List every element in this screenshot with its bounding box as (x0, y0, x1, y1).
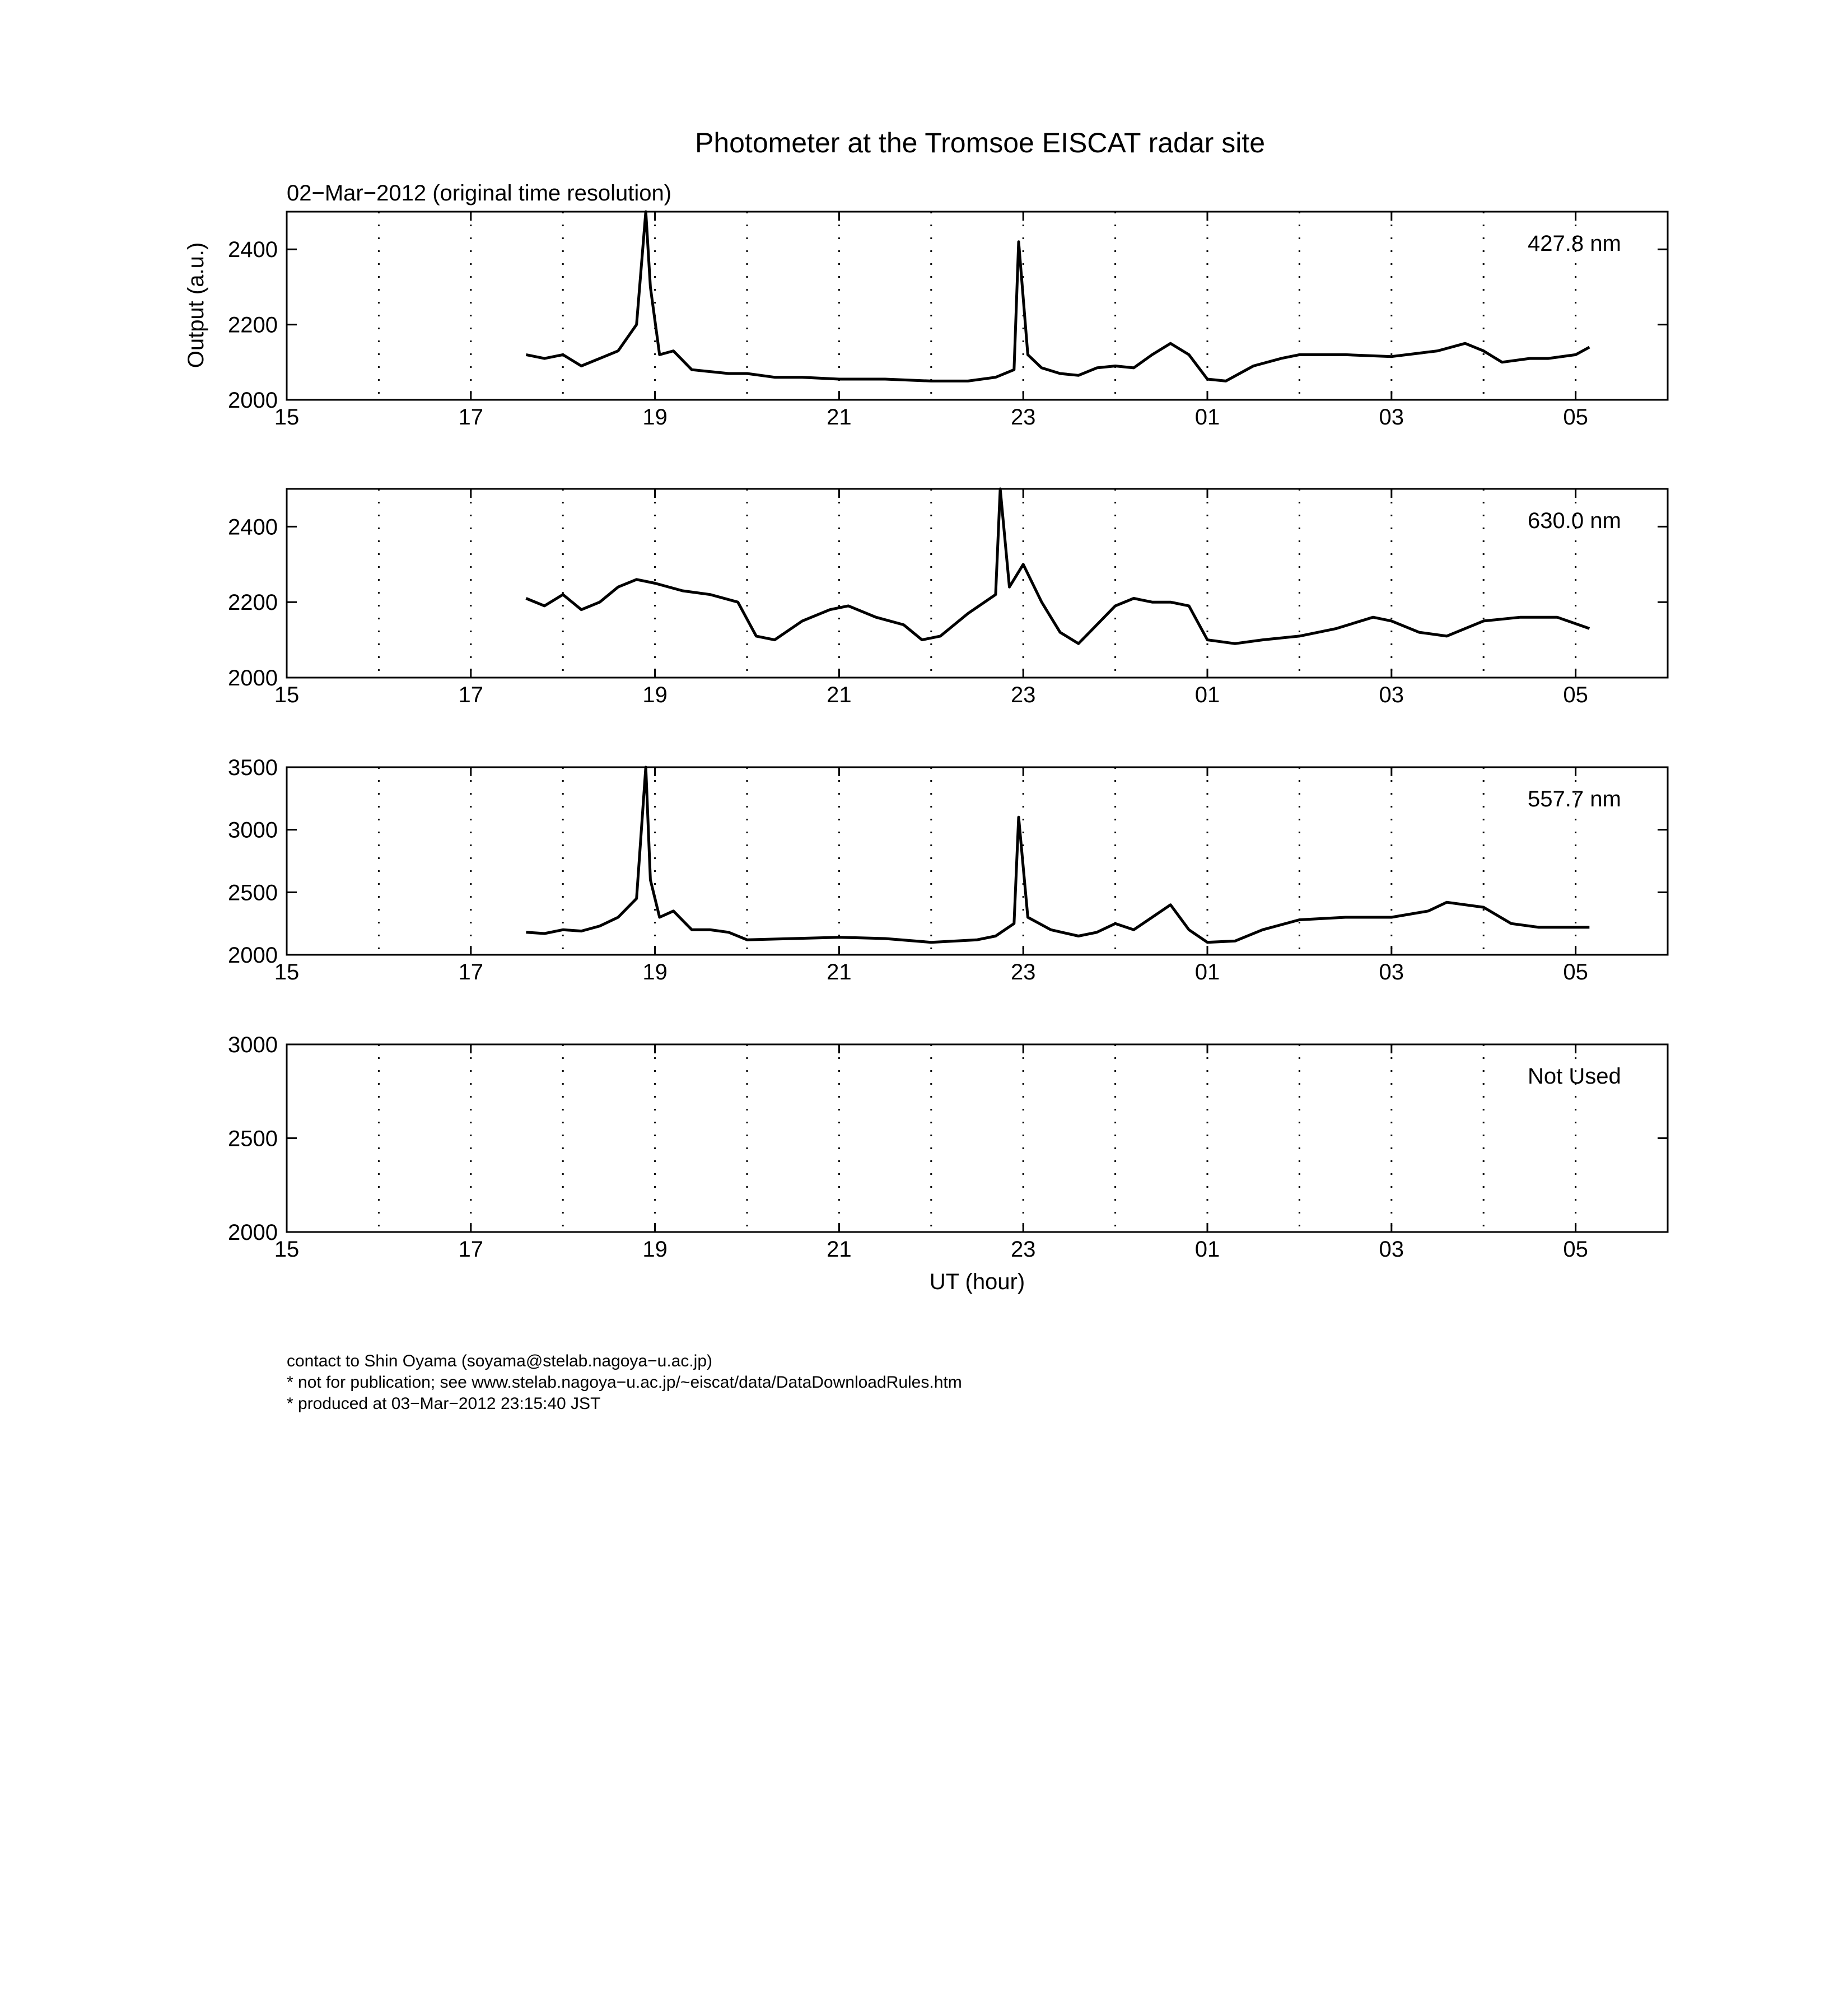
x-tick-label: 21 (827, 405, 852, 430)
y-tick-label: 2000 (228, 388, 278, 413)
panel-1 (228, 212, 1668, 430)
figure-title: Photometer at the Tromsoe EISCAT radar site (694, 127, 1266, 158)
y-tick-label: 2000 (228, 943, 278, 968)
x-tick-label: 23 (1010, 960, 1036, 984)
figure-subtitle: 02−Mar−2012 (original time resolution) (287, 181, 672, 206)
x-tick-label: 21 (827, 960, 852, 984)
panel-label: 630.0 nm (1528, 508, 1621, 533)
panel-label: 557.7 nm (1528, 787, 1621, 811)
y-tick-label: 2500 (228, 1126, 278, 1151)
y-tick-label: 2000 (228, 1220, 278, 1245)
x-tick-label: 17 (458, 960, 484, 984)
x-tick-label: 21 (827, 683, 852, 707)
x-tick-label: 15 (274, 960, 300, 984)
x-tick-label: 05 (1563, 405, 1588, 430)
x-tick-label: 05 (1563, 683, 1588, 707)
y-tick-label: 2200 (228, 312, 278, 338)
axes-box (287, 767, 1668, 955)
y-tick-label: 2000 (228, 666, 278, 690)
panel-3 (228, 755, 1668, 984)
y-tick-label: 2500 (228, 880, 278, 906)
y-tick-label: 3000 (228, 818, 278, 843)
x-tick-label: 19 (642, 1237, 668, 1262)
axes-box (287, 489, 1668, 678)
axes-box (287, 212, 1668, 400)
footer-rules: * not for publication; see www.stelab.nagoya−u.ac.jp/~eiscat/data/DataDownloadRules.htm (287, 1373, 962, 1392)
x-tick-label: 05 (1563, 960, 1588, 984)
y-tick-label: 2400 (228, 237, 278, 263)
x-tick-label: 15 (274, 405, 300, 430)
panel-4 (228, 1033, 1668, 1262)
x-tick-label: 15 (274, 1237, 300, 1262)
chart-panels (228, 212, 1668, 1262)
x-tick-label: 19 (642, 405, 668, 430)
series-line-1 (526, 767, 1589, 942)
x-tick-label: 01 (1194, 960, 1220, 984)
x-tick-label: 17 (458, 1237, 484, 1262)
x-tick-label: 23 (1010, 405, 1036, 430)
x-tick-label: 01 (1194, 405, 1220, 430)
panel-label: 427.8 nm (1528, 231, 1621, 256)
panel-2 (228, 489, 1668, 707)
footer-produced: * produced at 03−Mar−2012 23:15:40 JST (287, 1394, 601, 1413)
x-tick-label: 17 (458, 405, 484, 430)
x-tick-label: 05 (1563, 1237, 1588, 1262)
axes-box (287, 1044, 1668, 1232)
x-tick-label: 03 (1379, 1237, 1404, 1262)
x-tick-label: 19 (642, 683, 668, 707)
x-tick-label: 03 (1379, 405, 1404, 430)
y-axis-label: Output (a.u.) (184, 242, 208, 368)
footer-contact: contact to Shin Oyama (soyama@stelab.nagoya−u.ac.jp) (287, 1352, 713, 1370)
y-tick-label: 2200 (228, 590, 278, 615)
x-tick-label: 03 (1379, 960, 1404, 984)
x-tick-label: 21 (827, 1237, 852, 1262)
y-tick-label: 3000 (228, 1033, 278, 1057)
y-tick-label: 2400 (228, 515, 278, 540)
series-line-1 (526, 489, 1589, 643)
x-tick-label: 17 (458, 683, 484, 707)
x-tick-label: 15 (274, 683, 300, 707)
x-tick-label: 23 (1010, 683, 1036, 707)
x-tick-label: 03 (1379, 683, 1404, 707)
panel-label: Not Used (1528, 1064, 1621, 1089)
x-tick-label: 23 (1010, 1237, 1036, 1262)
x-tick-label: 19 (642, 960, 668, 984)
y-tick-label: 3500 (228, 755, 278, 780)
x-tick-label: 01 (1194, 1237, 1220, 1262)
x-axis-label: UT (hour) (929, 1270, 1025, 1294)
x-tick-label: 01 (1194, 683, 1220, 707)
series-line-1 (526, 212, 1589, 381)
